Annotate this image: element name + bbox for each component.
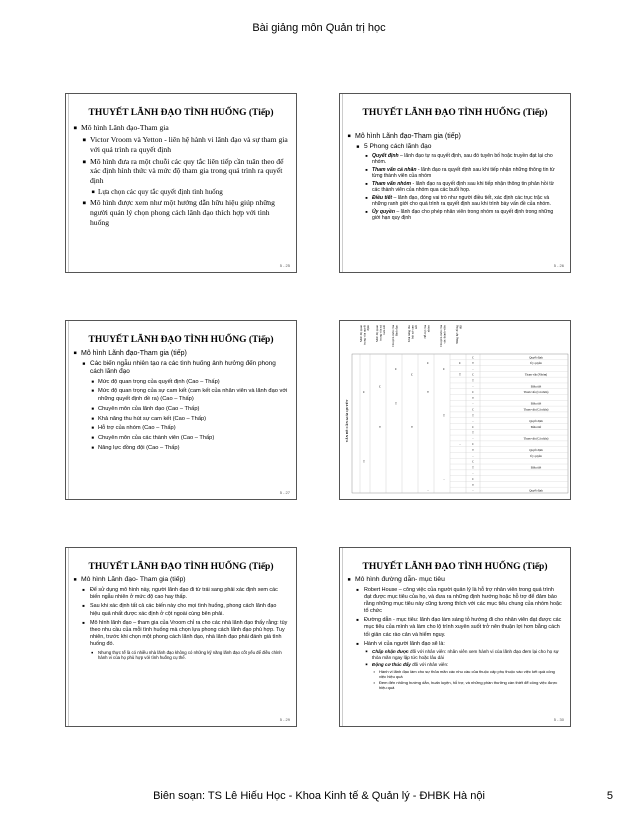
slide-edge [68,321,69,499]
column-header: các thành viên [442,325,447,344]
outcome-label: Điều tiết [530,465,542,470]
slide-title: THUYẾT LÃNH ĐẠO TÌNH HUỐNG (Tiếp) [362,108,548,118]
branch-value: T [472,379,474,383]
bullet-item: ■ Mức độ quan trọng của quyết định (Cao – Thấp) [73,379,288,387]
branch-value: C [472,408,474,412]
branch-label: C [426,361,430,366]
bullet-icon [91,388,98,396]
branch-label: T [459,372,461,377]
branch-value: - [472,385,474,389]
page-header: Bài giảng môn Quản trị học [252,22,386,34]
branch-label: C [378,384,382,389]
bullet-item: ■ Điều tiết – lãnh đạo, đóng vai trò như người điều tiết, xác định các trục trặc và những ranh giới cho quá trình ra quyết định sau khi trình bày vấn đề của nhóm. [347,195,562,208]
bullet-item: ■ Năng lực đồng đội (Cao – Thấp) [73,445,288,453]
bullet-icon [356,143,364,152]
bullet-icon [356,617,364,624]
branch-label: - [427,488,429,493]
bullet-icon [91,650,98,656]
column-header: lãnh đạo [394,325,399,336]
outcome-label: Quyết định [529,448,543,453]
column-header: cam kết [382,325,387,335]
outcome-label: Điều tiết [530,424,542,429]
branch-value: - [472,367,474,371]
outcome-label: Điều tiết [530,401,542,406]
bullet-item: ■ Mô hình đường dẫn- mục tiêu [347,576,562,585]
branch-value: T [472,449,474,453]
branch-value: C [472,356,474,360]
slide-title: THUYẾT LÃNH ĐẠO TÌNH HUỐNG (Tiếp) [362,562,548,572]
slide-30 [339,547,571,727]
column-header: Khả năng thu [407,325,411,343]
slide-edge [68,94,69,272]
bullet-item: ■ Chuyên môn của các thành viên (Cao – Thấp) [73,435,288,443]
bullet-item: ■ Nhưng thực tế là có nhiều nhà lãnh đạo không có những kỹ năng lãnh đạo cốt yếu để điều chỉnh hành vi của họ phù hợp với tình huống cụ thể. [73,650,288,661]
column-header: định [366,325,371,331]
bullet-icon [356,587,364,594]
bullet-item: ■ Sau khi xác định tất cả các biến này cho mọi tình huống, phong cách lãnh đạo hiệu quả nhất được xác định ở cột ngoài cùng bên phải. [73,603,288,617]
slide-edge [68,548,69,726]
bullet-item: ■ Hành vi của người lãnh đạo sẽ là: [347,641,562,648]
bullet-icon [82,620,90,627]
branch-value: T [472,483,474,487]
outcome-label: Quyết định [529,488,543,493]
bullet-item: ■ Chấp nhận được đối với nhân viên: nhân viên xem hành vi của lãnh đạo đem lại cho họ sự thỏa mãn ngay lập tức hoặc lâu dài [347,649,562,661]
bullet-icon [365,153,372,160]
branch-label: C [442,366,446,371]
slide-27 [65,320,297,500]
column-header: hút sự cam [410,325,415,339]
branch-label: T [379,424,381,429]
bullet-icon [365,181,372,188]
outcome-label: Tham vấn (Cá nhân) [523,436,549,441]
branch-label: T [411,424,413,429]
slide-title: THUYẾT LÃNH ĐẠO TÌNH HUỐNG (Tiếp) [88,335,274,345]
column-header: trọng của sự [378,325,383,341]
slide-number: 5 - 30 [553,717,564,722]
bullet-item: ■ Đường dẫn - mục tiêu: lãnh đạo làm sáng tỏ hướng đi cho nhân viên đạt được các mục tiêu của mình và làm cho lộ trình xuyên suốt trở nên thuận lợi hơn bằng cách tối giản các rào cản và hiểm nguy. [347,617,562,638]
branch-value: C [472,477,474,481]
branch-label: T [395,401,397,406]
outcome-label: Điều tiết [530,384,542,389]
branch-value: - [472,454,474,458]
branch-value: C [472,443,474,447]
bullet-icon [73,123,81,133]
branch-label: T [363,459,365,464]
bullet-item: ■ Khả năng thu hút sự cam kết (Cao – Thấp) [73,416,288,424]
bullet-icon [82,603,90,610]
bullet-icon [82,135,90,145]
column-header: đội [458,325,463,330]
slide-body [340,572,570,690]
bullet-item: ■ Mô hình Lãnh đạo-Tham gia (tiếp) [347,132,562,141]
bullet-item: ■ Để sử dụng mô hình này, người lãnh đạo đi từ trái sang phải xác định xem các biến ngẫu nhiên ở mức độ cao hay thấp. [73,587,288,601]
branch-value: - [472,420,474,424]
branch-label: C [394,366,398,371]
column-header: trọng của quyết [362,325,367,345]
branch-value: - [472,472,474,476]
bullet-item: ■ Robert House – công việc của người quản lý là hỗ trợ nhân viên trong quá trình đạt được mục tiêu của họ, và đưa ra những định hướng hoặc hỗ trợ để đảm bảo rằng những mục tiêu này cũng tương thích với các mục tiêu chung của nhóm hoặc tổ chức [347,587,562,616]
column-header: Năng lực đồng [455,325,459,344]
bullet-item: ■ Động cơ thúc đẩy đối với nhân viên: [347,662,562,668]
bullet-icon [82,587,90,594]
slide-body [340,118,570,222]
slide-number: 5 - 27 [279,490,290,495]
footer-text: Biên soạn: TS Lê Hiếu Học - Khoa Kinh tế & Quản lý - ĐHBK Hà nội [153,790,485,802]
slide-29 [65,547,297,727]
column-header: kết [414,325,419,329]
slide-body [66,572,296,661]
branch-label: - [443,476,445,481]
slide-body [66,345,296,452]
branch-value: - [472,489,474,493]
outcome-label: Ủy quyền [530,361,542,366]
bullet-item: ■ Mô hình Lãnh đạo-Tham gia (tiếp) [73,349,288,358]
bullet-item: ■ 5 Phong cách lãnh đạo [347,143,562,152]
branch-label: - [459,442,461,447]
decision-tree [340,321,570,499]
bullet-icon [365,195,372,202]
bullet-item: ■ Mức độ quan trọng của sự cam kết (cam kết của nhân viên và lãnh đạo với những quyết định đề ra) (Cao – Thấp) [73,388,288,403]
bullet-icon [365,209,372,216]
bullet-icon [347,576,355,585]
branch-value: T [472,362,474,366]
outcome-label: Tham vấn (Cá nhân) [523,407,549,412]
bullet-icon [73,576,81,585]
bullet-item: ■ Mô hình Lãnh đạo-Tham gia [73,123,288,133]
bullet-icon [91,435,98,443]
bullet-item: ■ Các biến ngẫu nhiên tạo ra các tình huống ảnh hưởng đến phong cách lãnh đạo [73,360,288,377]
bullet-item: ■ Lựa chọn các quy tắc quyết định tình huống [73,188,288,197]
branch-value: T [472,431,474,435]
slide-26 [339,93,571,273]
bullet-item: ■ Mô hình lãnh đạo – tham gia của Vroom chỉ ra cho các nhà lãnh đạo thấy rằng: tùy theo nhu cầu của mỗi tình huống mà chọn lựa phong cách lãnh đạo phù hợp. Tuy nhiên, trước khi chọn một phong cách lãnh đạo, nhà lãnh đạo phải đánh giá tình huống đó. [73,620,288,649]
bullet-icon [82,360,90,368]
bullet-icon [365,167,372,174]
outcome-label: Quyết định [529,355,543,360]
bullet-item: ■ Hỗ trợ của nhóm (Cao – Thấp) [73,425,288,433]
slide-title: THUYẾT LÃNH ĐẠO TÌNH HUỐNG (Tiếp) [88,108,274,118]
bullet-icon [91,188,98,197]
branch-label: T [443,413,445,418]
branch-value: C [472,460,474,464]
branch-label: C [458,361,462,366]
bullet-icon [91,425,98,433]
bullet-icon [356,641,364,648]
bullet-item: ■ Đem đến những hướng dẫn, huấn luyện, hỗ trợ, và những phần thưởng cần thiết để công việc được hiệu quả [347,680,562,690]
branch-value: - [472,437,474,441]
column-header: Mức độ quan [359,325,363,342]
bullet-item: ■ Victor Vroom và Yetton - liên hệ hành vi lãnh đạo và sự tham gia với quá trình ra quyết định [73,135,288,155]
bullet-item: ■ Quyết định – lãnh đạo tự ra quyết định, sau đó tuyên bố hoặc truyền đạt lại cho nhóm. [347,153,562,166]
page-number: 5 [606,790,613,802]
bullet-item: ■ Tham vấn cá nhân - lãnh đạo ra quyết định sau khi tiếp nhận những thông tin từ từng thành viên của nhóm [347,167,562,180]
branch-value: - [472,402,474,406]
branch-value: T [472,396,474,400]
slide-number: 5 - 29 [279,717,290,722]
slide-25 [65,93,297,273]
bullet-icon [91,445,98,453]
branch-value: T [472,466,474,470]
outcome-label: Tham vấn (Nhóm) [524,372,548,377]
bullet-item: ■ Ủy quyền – lãnh đạo cho phép nhân viên trong nhóm ra quyết định trong những giới hạn quy định [347,209,562,222]
branch-value: C [472,425,474,429]
bullet-item: ■ Hành vi lãnh đạo làm cho sự thỏa mãn các nhu cầu của thuộc cấp phụ thuộc vào việc kết quả công việc hiệu quả [347,669,562,679]
slide-edge [342,94,343,272]
slide-title: THUYẾT LÃNH ĐẠO TÌNH HUỐNG (Tiếp) [88,562,274,572]
bullet-item: ■ Mô hình đưa ra một chuỗi các quy tắc liên tiếp cần tuân theo để xác định hình thức và mức độ tham gia trong quá trình ra quyết định [73,157,288,187]
branch-label: C [410,372,414,377]
column-header: Mức độ quan [375,325,379,342]
branch-value: C [472,373,474,377]
slide-decision-tree [339,320,571,500]
branch-label: T [427,390,429,395]
bullet-icon [91,406,98,414]
bullet-icon [365,662,372,668]
bullet-item: ■ Mô hình Lãnh đạo- Tham gia (tiếp) [73,576,288,585]
column-header: Hỗ trợ của [423,325,427,339]
bullet-item: ■ Chuyên môn của lãnh đạo (Cao – Thấp) [73,406,288,414]
branch-value: C [472,391,474,395]
bullet-icon [91,416,98,424]
outcome-label: Tham vấn (Cá nhân) [523,390,549,395]
branch-value: T [472,414,474,418]
column-header: Chuyên môn của [391,325,395,347]
problem-label: VẤN ĐỀ CẦN GIẢI QUYẾT [345,399,349,443]
bullet-icon [73,349,81,358]
bullet-icon [347,132,355,141]
bullet-icon [91,379,98,387]
column-header: nhóm [426,325,431,333]
bullet-icon [82,198,90,208]
outcome-label: Ủy quyền [530,453,542,458]
branch-label: C [362,390,366,395]
slide-body [66,118,296,228]
slide-edge [342,548,343,726]
slide-number: 5 - 26 [553,263,564,268]
slide-number: 5 - 25 [279,263,290,268]
bullet-icon [365,649,372,655]
bullet-icon [82,157,90,167]
outcome-label: Quyết định [529,419,543,424]
bullet-item: ■ Mô hình được xem như một hướng dẫn hữu hiệu giúp những người quản lý chọn phong cách lãnh đạo thích hợp với tình huống [73,198,288,228]
bullet-item: ■ Tham vấn nhóm - lãnh đạo ra quyết định sau khi tiếp nhận thông tin phản hồi từ các thành viên của nhóm qua các buổi họp. [347,181,562,194]
column-header: Chuyên môn của [439,325,443,347]
